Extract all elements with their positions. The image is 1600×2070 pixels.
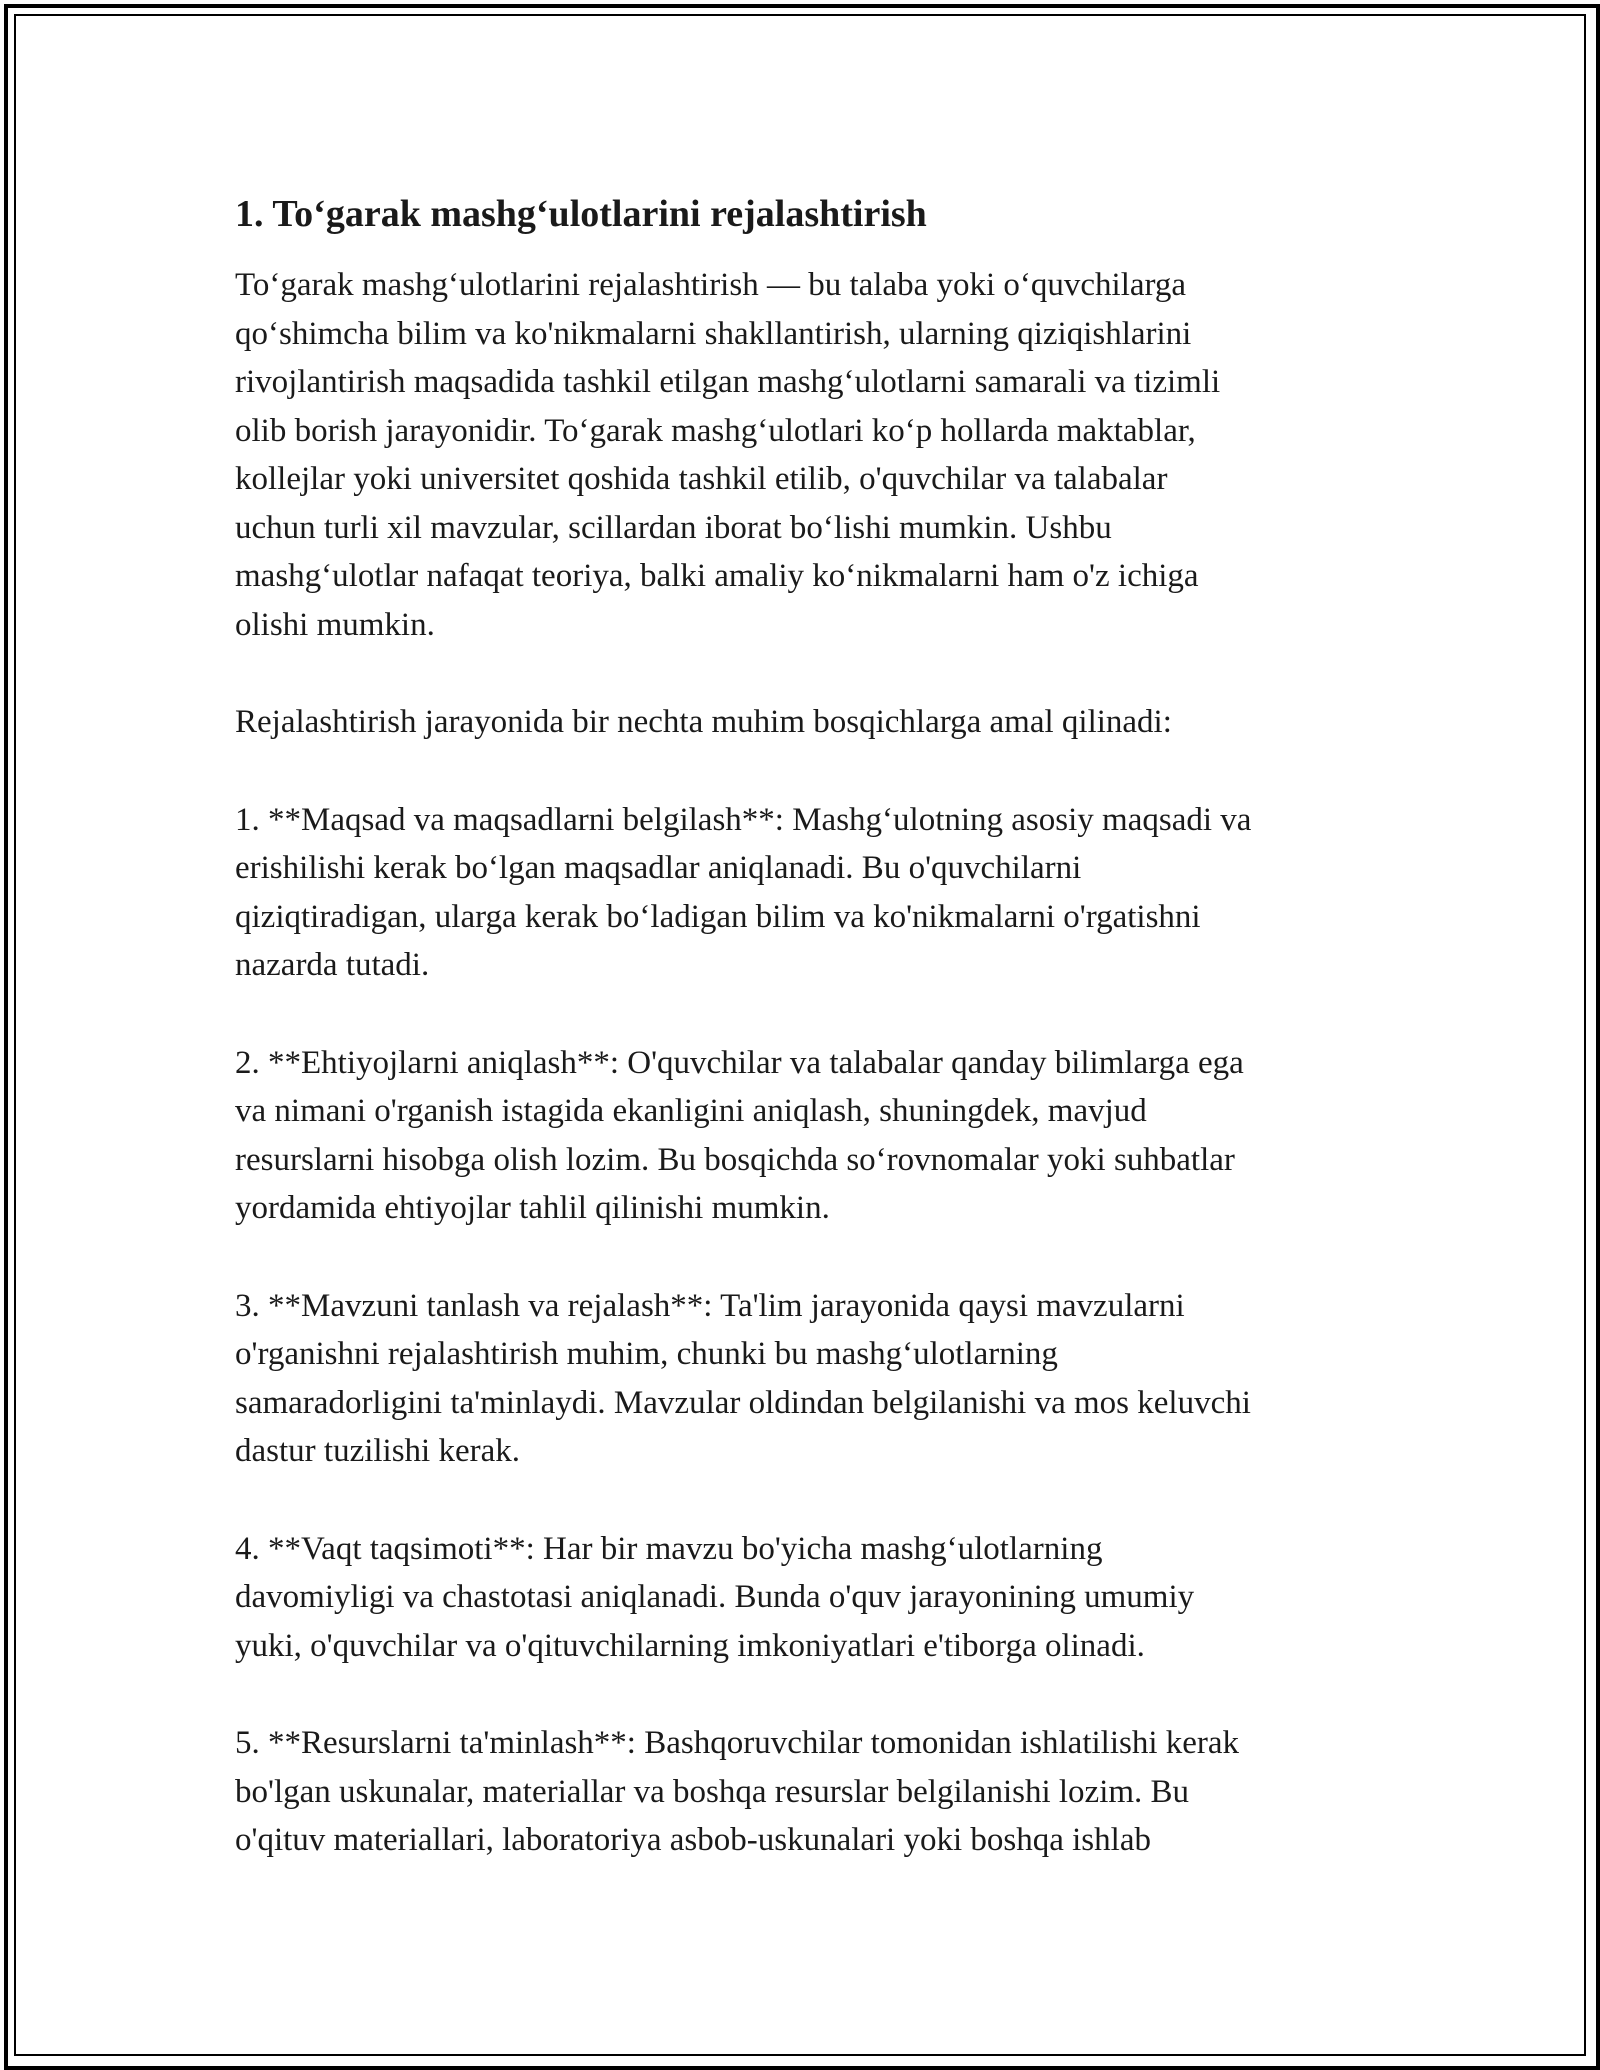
step-5-paragraph: 5. **Resurslarni ta'minlash**: Bashqoruvchilar tomonidan ishlatilishi kerak bo'lgan uskunalar, materiallar va boshqa resurslar belgilanishi lozim. Bu o'qituv materiallari, laboratoriya asbob-uskunalari yoki boshqa ishlab [235, 1725, 1240, 1858]
document-body [235, 185, 1380, 1914]
step-1-paragraph: 1. **Maqsad va maqsadlarni belgilash**: Mashg‘ulotning asosiy maqsadi va erishilishi kerak bo‘lgan maqsadlar aniqlanadi. Bu o'quvchilarni qiziqtiradigan, ularga kerak bo‘ladigan bilim va ko'nikmalarni o'rgatishni nazarda tutadi. [235, 801, 1252, 983]
step-4-paragraph: 4. **Vaqt taqsimoti**: Har bir mavzu bo'yicha mashg‘ulotlarning davomiyligi va chastotasi aniqlanadi. Bunda o'quv jarayonining umumiy yuki, o'quvchilar va o'qituvchilarning imkoniyatlari e'tiborga olinadi. [235, 1530, 1195, 1664]
step-3-paragraph: 3. **Mavzuni tanlash va rejalash**: Ta'lim jarayonida qaysi mavzularni o'rganishni rejalashtirish muhim, chunki bu mashg‘ulotlarning samaradorligini ta'minlaydi. Mavzular oldindan belgilanishi va mos keluvchi dastur tuzilishi kerak. [235, 1287, 1251, 1469]
document-title: 1. To‘garak mashg‘ulotlarini rejalashtirish [235, 193, 927, 235]
steps-intro-paragraph: Rejalashtirish jarayonida bir nechta muhim bosqichlarga amal qilinadi: [235, 704, 1172, 740]
step-2-paragraph: 2. **Ehtiyojlarni aniqlash**: O'quvchilar va talabalar qanday bilimlarga ega va nimani o'rganish istagida ekanligini aniqlash, shuningdek, mavjud resurslarni hisobga olish lozim. Bu bosqichda so‘rovnomalar yoki suhbatlar yordamida ehtiyojlar tahlil qilinishi mumkin. [235, 1044, 1244, 1226]
intro-paragraph: To‘garak mashg‘ulotlarini rejalashtirish — bu talaba yoki o‘quvchilarga qo‘shimcha bilim va ko'nikmalarni shakllantirish, ularning qiziqishlarini rivojlantirish maqsadida tashkil etilgan mashg‘ulotlarni samarali va tizimli olib borish jarayonidir. To‘garak mashg‘ulotlari ko‘p hollarda maktablar, kollejlar yoki universitet qoshida tashkil etilib, o'quvchilar va talabalar uchun turli xil mavzular, scillardan iborat bo‘lishi mumkin. Ushbu mashg‘ulotlar nafaqat teoriya, balki amaliy ko‘nikmalarni ham o'z ichiga olishi mumkin. [235, 267, 1221, 643]
